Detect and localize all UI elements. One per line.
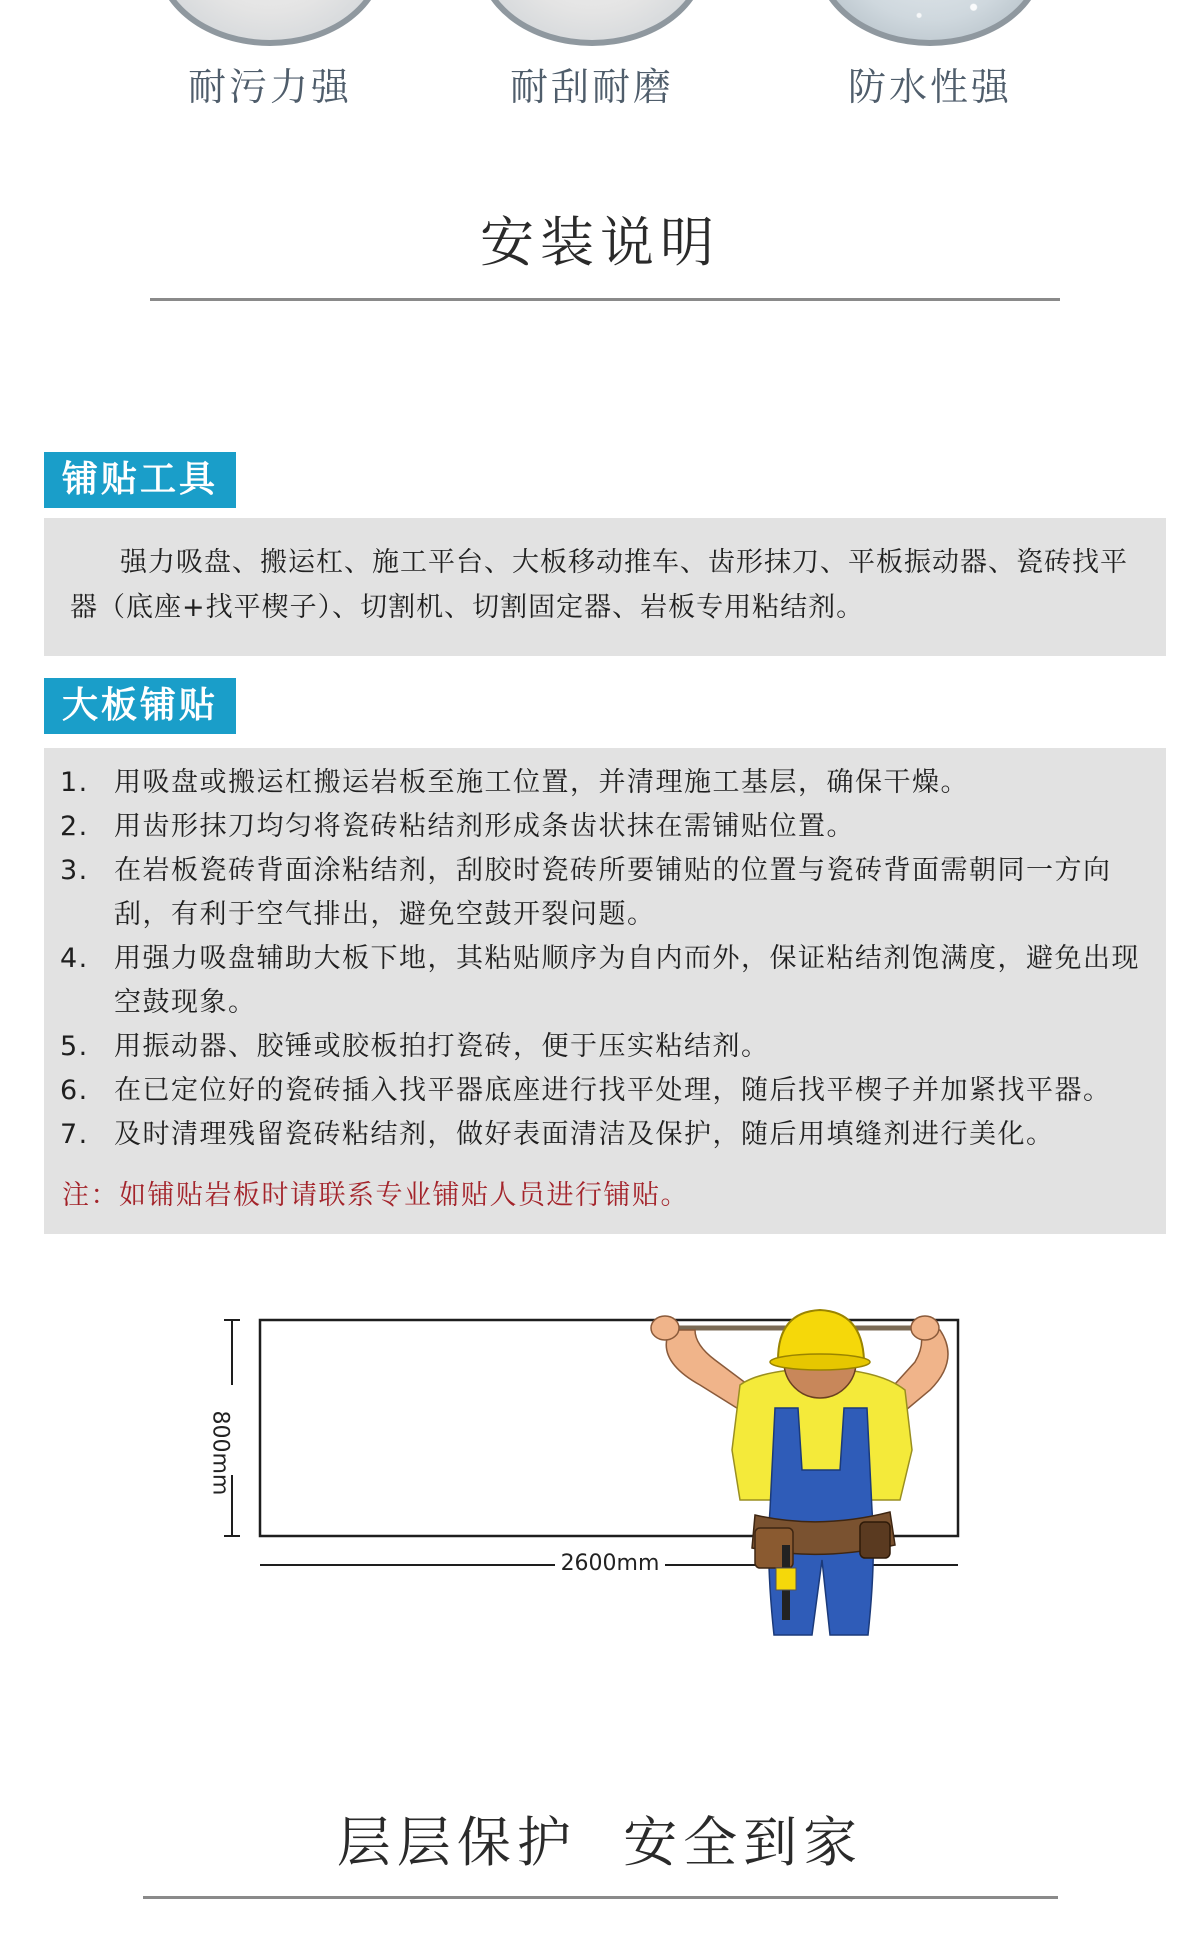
tools-tag: 铺贴工具 (44, 452, 236, 508)
step-item (60, 761, 1140, 805)
step-number: 1. (60, 767, 89, 798)
step-text: 及时清理残留瓷砖粘结剂，做好表面清洁及保护，随后用填缝剂进行美化。 (114, 1119, 1055, 1150)
install-title-rule (150, 298, 1060, 301)
step-text: 用振动器、胶锤或胶板拍打瓷砖，便于压实粘结剂。 (114, 1031, 770, 1062)
step-item (60, 1025, 1140, 1069)
protect-title: 层层保护 安全到家 (336, 1811, 864, 1874)
step-item (60, 849, 1140, 937)
step-text: 用强力吸盘辅助大板下地，其粘贴顺序为自内而外，保证粘结剂饱满度，避免出现空鼓现象。 (114, 943, 1140, 1018)
feature-label-scratch: 耐刮耐磨 (509, 65, 674, 109)
step-item (60, 1113, 1140, 1157)
step-number: 6. (60, 1075, 89, 1106)
width-dimension-label: 2600mm (560, 1551, 660, 1576)
slab-dimension-diagram (200, 1290, 1000, 1670)
tools-text: 强力吸盘、搬运杠、施工平台、大板移动推车、齿形抹刀、平板振动器、瓷砖找平器（底座+找平楔子）、切割机、切割固定器、岩板专用粘结剂。 (70, 547, 1128, 623)
feature-label-water: 防水性强 (847, 65, 1012, 109)
stain-resistant-icon (155, 0, 385, 46)
step-text: 在岩板瓷砖背面涂粘结剂，刮胶时瓷砖所要铺贴的位置与瓷砖背面需朝同一方向刮，有利于空气排出，避免空鼓开裂问题。 (114, 855, 1112, 930)
install-title: 安装说明 (480, 211, 720, 274)
step-item (60, 1069, 1140, 1113)
step-number: 7. (60, 1119, 89, 1150)
step-item (60, 937, 1140, 1025)
step-item (60, 805, 1140, 849)
scratch-resistant-icon (477, 0, 707, 46)
feature-label-stain: 耐污力强 (187, 65, 352, 109)
protect-title-rule (143, 1896, 1058, 1899)
height-dimension-label: 800mm (207, 1410, 233, 1496)
step-text: 用齿形抹刀均匀将瓷砖粘结剂形成条齿状抹在需铺贴位置。 (114, 811, 855, 842)
step-number: 4. (60, 943, 89, 974)
step-number: 2. (60, 811, 89, 842)
step-text: 在已定位好的瓷砖插入找平器底座进行找平处理，随后找平楔子并加紧找平器。 (114, 1075, 1112, 1106)
step-text: 用吸盘或搬运杠搬运岩板至施工位置，并清理施工基层，确保干燥。 (114, 767, 969, 798)
waterproof-icon (815, 0, 1045, 46)
step-number: 5. (60, 1031, 89, 1062)
step-number: 3. (60, 855, 89, 886)
paving-note: 注：如铺贴岩板时请联系专业铺贴人员进行铺贴。 (62, 1180, 689, 1211)
paving-tag: 大板铺贴 (44, 678, 236, 734)
